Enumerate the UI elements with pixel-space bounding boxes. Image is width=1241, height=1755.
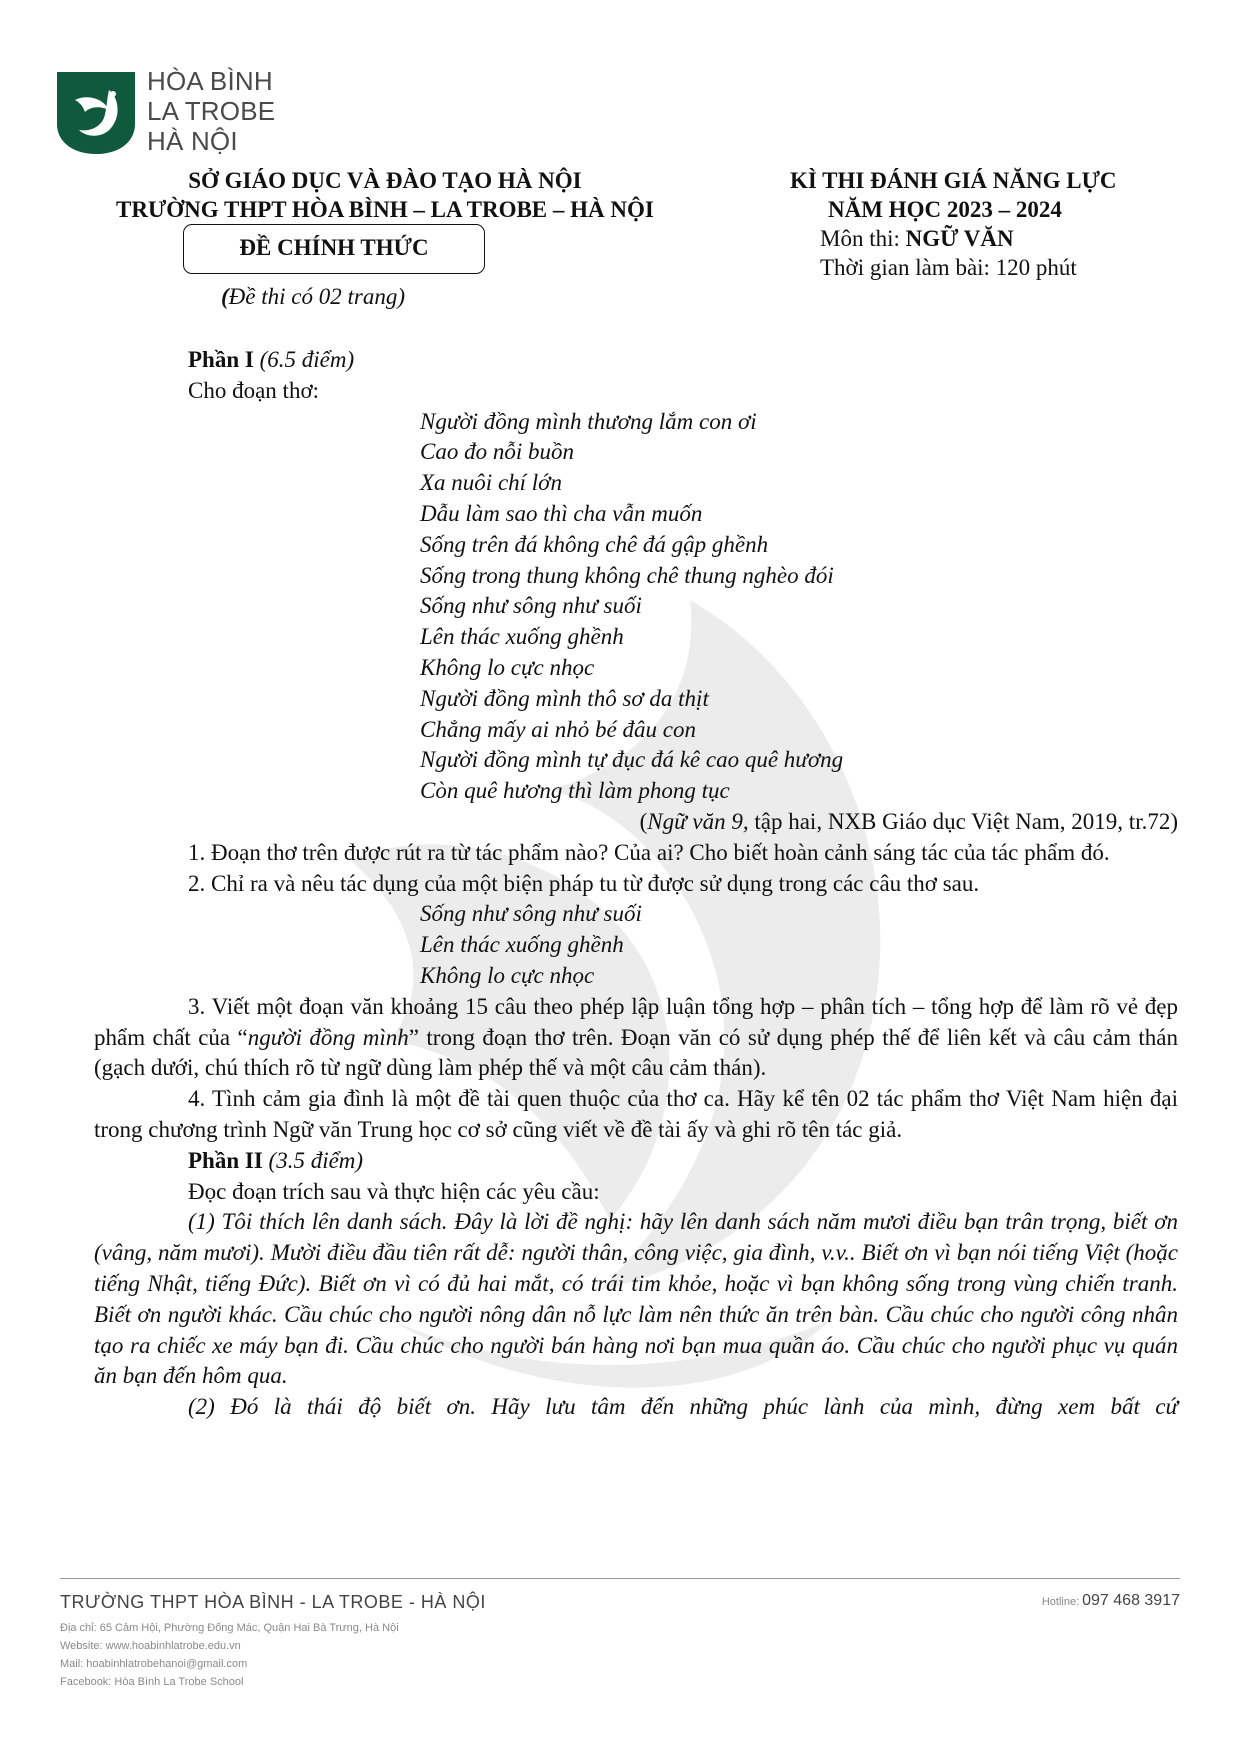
poem-line: Không lo cực nhọc (420, 654, 595, 680)
exam-name: KÌ THI ĐÁNH GIÁ NĂNG LỰC (790, 168, 1117, 193)
excerpt-paragraph-1: (1) Tôi thích lên danh sách. Đây là lời đề nghị: hãy lên danh sách năm mươi điều bạn trân trọng, biết ơn (vâng, năm mươi). Mười điều đầu tiên rất dễ: người thân, công việc, gia đình, v.v.. Biết ơn vì bạn nói tiếng Việt (hoặc tiếng Nhật, tiếng Đức). Biết ơn vì có đủ hai mắt, có trái tim khỏe, hoặc vì bạn không sống trong vùng chiến tranh. Biết ơn người khác. Cầu chúc cho người nông dân nỗ lực làm nên thức ăn trên bàn. Cầu chúc cho người công nhân tạo ra chiếc xe máy bạn đi. Cầu chúc cho người bán hàng nơi bạn mua quần áo. Cầu chúc cho người phục vụ quán ăn bạn đến hôm qua. (94, 1209, 1178, 1389)
poem-line: Cao đo nỗi buồn (420, 439, 574, 465)
question-2: 2. Chỉ ra và nêu tác dụng của một biện pháp tu từ được sử dụng trong các câu thơ sau. (188, 870, 980, 896)
poem-line: Sống trong thung không chê thung nghèo đói (420, 562, 834, 588)
poem-line: Lên thác xuống ghềnh (420, 932, 624, 958)
footer-divider (60, 1578, 1180, 1579)
subject-label: Môn thi: (820, 226, 906, 251)
footer-facebook: Facebook: Hòa Bình La Trobe School (60, 1676, 244, 1688)
poem-line: Xa nuôi chí lớn (420, 470, 562, 496)
page-count-note: (Đề thi có 02 trang) (221, 284, 405, 309)
poem-line: Người đồng mình thương lắm con ơi (420, 408, 757, 434)
question-4: 4. Tình cảm gia đình là một đề tài quen thuộc của thơ ca. Hãy kể tên 02 tác phẩm thơ Việt Nam hiện đại trong chương trình Ngữ văn Trung học cơ sở cũng viết về đề tài ấy và ghi rõ tên tác giả. (94, 1086, 1178, 1142)
question-1: 1. Đoạn thơ trên được rút ra từ tác phẩm nào? Của ai? Cho biết hoàn cảnh sáng tác của tác phẩm đó. (188, 839, 1110, 865)
poem-line: Sống như sông như suối (420, 901, 642, 927)
header-left (116, 166, 654, 224)
part1-heading: Phần I (6.5 điểm) (188, 347, 355, 372)
department-name: SỞ GIÁO DỤC VÀ ĐÀO TẠO HÀ NỘI (188, 168, 582, 193)
question-3: 3. Viết một đoạn văn khoảng 15 câu theo phép lập luận tổng hợp – phân tích – tổng hợp để làm rõ vẻ đẹp phẩm chất của “người đồng mình” trong đoạn thơ trên. Đoạn văn có sử dụng phép thế để liên kết và câu cảm thán (gạch dưới, chú thích rõ từ ngữ dùng làm phép thế và một câu cảm thán). (94, 993, 1178, 1081)
footer-hotline: Hotline: 097 468 3917 (1041, 1592, 1180, 1609)
part2-heading: Phần II (3.5 điểm) (188, 1147, 364, 1173)
logo-name-line2: LA TROBE (147, 96, 276, 126)
poem-source: (Ngữ văn 9, tập hai, NXB Giáo dục Việt Nam, 2019, tr.72) (639, 808, 1178, 834)
poem-line: Sống trên đá không chê đá gập ghềnh (420, 531, 769, 557)
dove-icon (57, 72, 135, 154)
exam-content (94, 345, 1178, 1423)
poem-line: Người đồng mình thô sơ da thịt (420, 685, 709, 711)
poem-line: Lên thác xuống ghềnh (420, 624, 624, 650)
poem-excerpt (94, 407, 1178, 807)
exam-time: Thời gian làm bài: 120 phút (820, 255, 1077, 280)
footer-mail: Mail: hoabinhlatrobehanoi@gmail.com (60, 1658, 248, 1670)
subject-value: NGỮ VĂN (905, 226, 1014, 251)
poem-line: Còn quê hương thì làm phong tục (420, 778, 730, 804)
school-year: NĂM HỌC 2023 – 2024 (828, 197, 1062, 222)
poem-line: Dẫu làm sao thì cha vẫn muốn (420, 500, 703, 526)
footer-school-name: TRƯỜNG THPT HÒA BÌNH - LA TROBE - HÀ NỘI (60, 1592, 486, 1612)
logo-name-line1: HÒA BÌNH (147, 66, 273, 96)
poem-line: Sống như sông như suối (420, 593, 642, 619)
logo-name-line3: HÀ NỘI (147, 126, 238, 156)
official-exam-badge: ĐỀ CHÍNH THỨC (183, 224, 485, 274)
part2-intro: Đọc đoạn trích sau và thực hiện các yêu cầu: (188, 1178, 600, 1204)
school-logo (57, 66, 302, 162)
footer-address: Địa chỉ: 65 Cảm Hội, Phường Đống Mác, Quận Hai Bà Trưng, Hà Nội (60, 1622, 399, 1634)
question-2-poem (94, 899, 1178, 991)
part1-intro: Cho đoạn thơ: (188, 377, 319, 403)
excerpt-paragraph-2: (2) Đó là thái độ biết ơn. Hãy lưu tâm đến những phúc lành của mình, đừng xem bất cứ (188, 1394, 1178, 1420)
school-name: TRƯỜNG THPT HÒA BÌNH – LA TROBE – HÀ NỘI (116, 197, 654, 222)
poem-line: Không lo cực nhọc (420, 962, 595, 988)
poem-line: Chẳng mấy ai nhỏ bé đâu con (420, 716, 696, 742)
header-right (790, 166, 1117, 282)
footer-website: Website: www.hoabinhlatrobe.edu.vn (60, 1640, 241, 1652)
poem-line: Người đồng mình tự đục đá kê cao quê hương (420, 747, 844, 773)
